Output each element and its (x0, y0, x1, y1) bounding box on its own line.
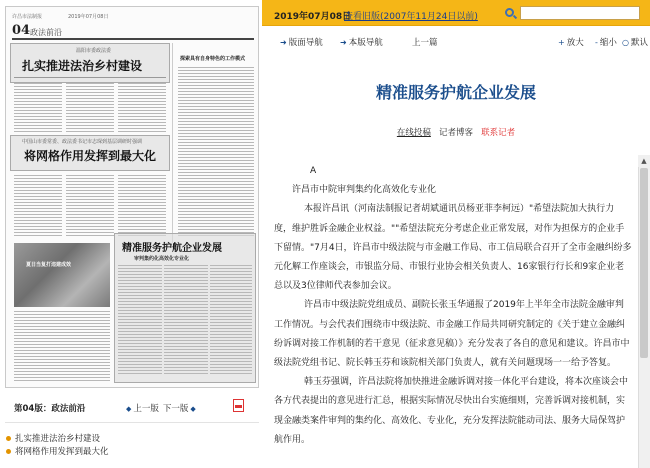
top-bar (262, 0, 650, 26)
page-nav (126, 402, 198, 414)
bullet-icon (6, 436, 11, 441)
article-list (6, 433, 109, 459)
contact-reporter-link[interactable]: 联系记者 (481, 128, 516, 138)
article-list-item[interactable] (6, 446, 109, 459)
paper-text-block (118, 265, 162, 375)
paper-header-rule (12, 38, 254, 40)
layout-nav-label: 版面导航 (288, 38, 323, 48)
zoom-out-label: 缩小 (599, 38, 617, 48)
left-panel (0, 0, 262, 468)
circle-icon: ○ (622, 38, 629, 47)
paper-text-block (14, 83, 62, 133)
bullet-icon (6, 449, 11, 454)
article-paragraph: 本报许昌讯（河南法制报记者胡斌通讯员杨亚菲李柯远）"希望法院加大执行力度，维护胜诉金融企业权益。""希望法院充分考虑企业正常发展，对作为担保方的企业手下留情。"7月4日，许昌市中级法院与市金融工作局、市工信局联合召开了全市金融纠纷多元化解工作座谈会，市银监分局、市银行业协会相关负责人、16家银行行长和9家企业老总以及3位律师代表参加会议。 (274, 204, 632, 292)
prev-page-label: 上一版 (133, 404, 159, 414)
arrow-icon: ◆ (126, 405, 132, 413)
paper-text-block (164, 265, 208, 375)
article-list-label: 将网格作用发挥到最大化 (15, 447, 109, 457)
paper-column-separator (172, 43, 173, 243)
paper-kicker-1: 温阳市委政法委 (76, 48, 112, 54)
search-input[interactable] (520, 6, 640, 20)
article-paragraph: 韩玉芬强调，许昌法院将加快推进金融诉调对接一体化平台建设，将本次座谈会中各方代表提出的意见进行汇总，根据实际情况尽快出台实施细则，完善诉调对接机制，实现金融类案件审判的集约化、高效化、专业化，充分发挥法院能动司法、服务大局保驾护航作用。 (274, 377, 629, 445)
text-nav-link[interactable] (340, 36, 383, 48)
scrollbar-thumb[interactable] (640, 168, 648, 358)
search-icon[interactable] (505, 8, 514, 17)
arrow-right-icon: ➜ (340, 38, 347, 47)
plus-icon: + (558, 38, 565, 47)
paper-text-block (66, 175, 114, 237)
page-info-label: 第04版：政法前沿 (14, 404, 86, 414)
paper-rule (14, 77, 166, 78)
paper-header-left: 许昌市法制报 (12, 14, 43, 20)
text-nav-label: 本版导航 (348, 38, 383, 48)
toolbar (262, 30, 650, 50)
prev-page-link[interactable] (126, 402, 159, 414)
paper-headline-1: 扎实推进法治乡村建设 (22, 59, 143, 73)
arrow-right-icon: ➜ (280, 38, 287, 47)
article-paragraph: 许昌市中级法院党组成员、副院长张玉华通报了2019年上半年全市法院金融审判工作情况。与会代表们围绕市中级法院、市金融工作局共同研究制定的《关于建立金融纠纷诉调对接工作机制的若干意见（征求意见稿）》充分发表了各自的意见和建议。许昌市中级法院党组书记、院长韩玉芬和该院相关部门负责人，就有关问题现场一一给予答复。 (274, 300, 630, 369)
zoom-in-label: 放大 (566, 38, 584, 48)
article-list-item[interactable] (6, 433, 109, 446)
article-title: 精准服务护航企业发展 (375, 83, 536, 102)
issue-date: 2019年07月08日 (274, 12, 352, 22)
paper-sub-3: 审判集约化高效化专业化 (134, 256, 190, 262)
paper-headline-2: 将网格作用发挥到最大化 (24, 149, 157, 163)
default-size-button[interactable] (622, 36, 648, 48)
old-version-link[interactable]: 查看旧版(2007年11月24日以前) (344, 12, 478, 22)
paper-text-block (66, 83, 114, 133)
article-body (274, 162, 632, 450)
paper-header-date: 2019年07月08日 (68, 14, 109, 20)
zoom-in-button[interactable] (558, 36, 584, 48)
paper-text-block (14, 175, 62, 237)
minus-icon: - (595, 38, 598, 47)
paper-page-number: 04 (12, 23, 31, 38)
scroll-up-arrow-icon[interactable]: ▲ (638, 155, 650, 167)
arrow-icon: ◆ (190, 405, 196, 413)
byline (262, 126, 650, 138)
article-subtitle: 许昌市中院审判集约化高效化专业化 (292, 185, 437, 196)
prev-article-link[interactable]: 上一篇 (412, 38, 438, 48)
divider (5, 422, 259, 423)
article-marker: A (310, 166, 317, 176)
paper-section-name: 政法前沿 (30, 28, 62, 37)
default-size-label: 默认 (630, 38, 648, 48)
paper-text-block (118, 83, 166, 133)
paper-kicker-2: 中国山市委常委、政法委书记市志琛到基层调研时强调 (22, 139, 143, 145)
submit-link[interactable]: 在线投稿 (396, 128, 431, 138)
paper-text-block (178, 67, 254, 237)
layout-nav-link[interactable] (280, 36, 323, 48)
paper-text-block (14, 311, 110, 381)
paper-side-title: 探索具有自身特色的工作模式 (180, 56, 246, 62)
pdf-icon[interactable] (233, 399, 244, 412)
paper-text-block (210, 265, 252, 375)
newspaper-page-thumbnail[interactable] (5, 6, 259, 388)
reporter-blog-link[interactable]: 记者博客 (438, 128, 473, 138)
article-list-label: 扎实推进法治乡村建设 (15, 434, 101, 444)
paper-photo-caption: 夏日当复打违建成效 (26, 262, 72, 268)
paper-text-block (118, 175, 166, 237)
zoom-out-button[interactable] (595, 36, 617, 48)
paper-photo (14, 243, 110, 307)
next-page-label: 下一版 (162, 404, 189, 414)
right-panel (262, 0, 650, 468)
paper-headline-3: 精准服务护航企业发展 (122, 243, 222, 254)
next-page-link[interactable] (163, 402, 198, 414)
